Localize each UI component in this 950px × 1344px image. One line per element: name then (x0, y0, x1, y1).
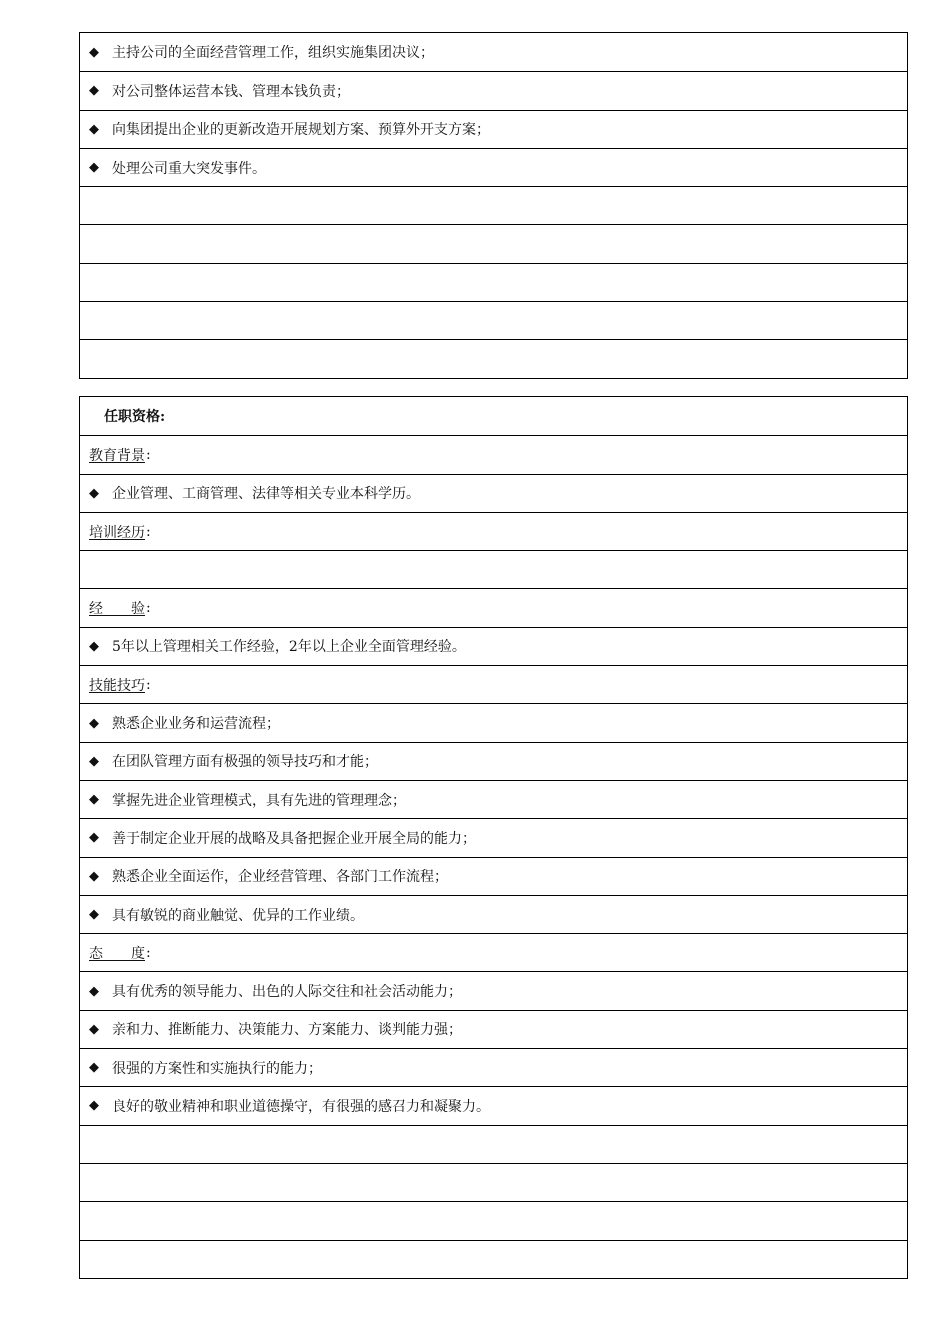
bullet-text: 很强的方案性和实施执行的能力； (112, 1060, 322, 1077)
section-colon: : (146, 676, 151, 693)
section-label-row (80, 665, 907, 703)
bullet-row (80, 780, 907, 818)
bullet-text: 亲和力、推断能力、决策能力、方案能力、谈判能力强； (112, 1022, 462, 1039)
bullet-text: 具有优秀的领导能力、出色的人际交往和社会活动能力； (112, 984, 462, 1001)
section-label: 经 验 (89, 601, 145, 618)
bullet-row (80, 1010, 907, 1048)
diamond-bullet-icon: ◆ (89, 753, 99, 769)
bullet-text: 掌握先进企业管理模式，具有先进的管理理念； (112, 792, 406, 809)
section-colon: : (146, 523, 151, 540)
bullet-text: 在团队管理方面有极强的领导技巧和才能； (112, 754, 378, 771)
diamond-bullet-icon: ◆ (89, 715, 99, 731)
empty-row (80, 1125, 907, 1163)
bullet-row (80, 895, 907, 933)
bullet-row (80, 474, 907, 512)
bullet-row (80, 971, 907, 1009)
empty-row (80, 1163, 907, 1201)
diamond-bullet-icon: ◆ (89, 830, 99, 846)
diamond-bullet-icon: ◆ (89, 1098, 99, 1114)
bullet-text: 熟悉企业业务和运营流程； (112, 716, 280, 733)
diamond-bullet-icon: ◆ (89, 907, 99, 922)
empty-row (80, 550, 907, 588)
bullet-row (80, 627, 907, 665)
bullet-text: 主持公司的全面经营管理工作，组织实施集团决议； (112, 45, 434, 62)
bullet-text: 对公司整体运营本钱、管理本钱负责； (112, 83, 350, 100)
section-label-row (80, 512, 907, 550)
bullet-text: 具有敏锐的商业触觉、优异的工作业绩。 (112, 907, 364, 924)
bullet-text: 5年以上管理相关工作经验，2年以上企业全面管理经验。 (112, 639, 466, 656)
diamond-bullet-icon: ◆ (89, 1021, 99, 1037)
bullet-row (80, 1048, 907, 1086)
job-qualifications-table (79, 396, 908, 1279)
empty-row (80, 339, 907, 377)
bullet-text: 企业管理、工商管理、法律等相关专业本科学历。 (112, 486, 420, 503)
section-label: 技能技巧 (89, 677, 145, 694)
bullet-text: 处理公司重大突发事件。 (112, 160, 266, 177)
section-colon: : (146, 944, 151, 961)
diamond-bullet-icon: ◆ (89, 983, 99, 999)
diamond-bullet-icon: ◆ (89, 792, 99, 808)
empty-row (80, 1240, 907, 1278)
section-label: 态 度 (89, 945, 145, 962)
section-label: 教育背景 (89, 447, 145, 464)
section-label-row (80, 588, 907, 626)
diamond-bullet-icon: ◆ (89, 44, 99, 60)
section-colon: : (146, 446, 151, 463)
empty-row (80, 224, 907, 262)
bullet-text: 善于制定企业开展的战略及具备把握企业开展全局的能力； (112, 830, 476, 847)
bullet-row (80, 703, 907, 741)
bullet-text: 向集团提出企业的更新改造开展规划方案、预算外开支方案； (112, 122, 490, 139)
bullet-text: 熟悉企业全面运作，企业经营管理、各部门工作流程； (112, 869, 448, 886)
empty-row (80, 186, 907, 224)
diamond-bullet-icon: ◆ (89, 160, 99, 176)
bullet-row (80, 857, 907, 895)
empty-row (80, 301, 907, 339)
bullet-row (80, 818, 907, 856)
bullet-row (80, 148, 907, 186)
bullet-text: 良好的敬业精神和职业道德操守，有很强的感召力和凝聚力。 (112, 1098, 490, 1115)
section-label-row (80, 435, 907, 473)
diamond-bullet-icon: ◆ (89, 83, 99, 99)
diamond-bullet-icon: ◆ (89, 485, 99, 501)
diamond-bullet-icon: ◆ (89, 121, 99, 137)
section-label-row (80, 933, 907, 971)
diamond-bullet-icon: ◆ (89, 868, 99, 884)
empty-row (80, 1201, 907, 1239)
section-colon: : (146, 600, 151, 617)
bullet-row (80, 742, 907, 780)
diamond-bullet-icon: ◆ (89, 638, 99, 654)
empty-row (80, 263, 907, 301)
bullet-row (80, 1086, 907, 1124)
qualifications-header: 任职资格: (104, 409, 166, 426)
bullet-row (80, 110, 907, 148)
bullet-row (80, 71, 907, 109)
diamond-bullet-icon: ◆ (89, 1060, 99, 1076)
section-label: 培训经历 (89, 524, 145, 541)
job-duties-table (79, 32, 908, 379)
bullet-row (80, 33, 907, 71)
